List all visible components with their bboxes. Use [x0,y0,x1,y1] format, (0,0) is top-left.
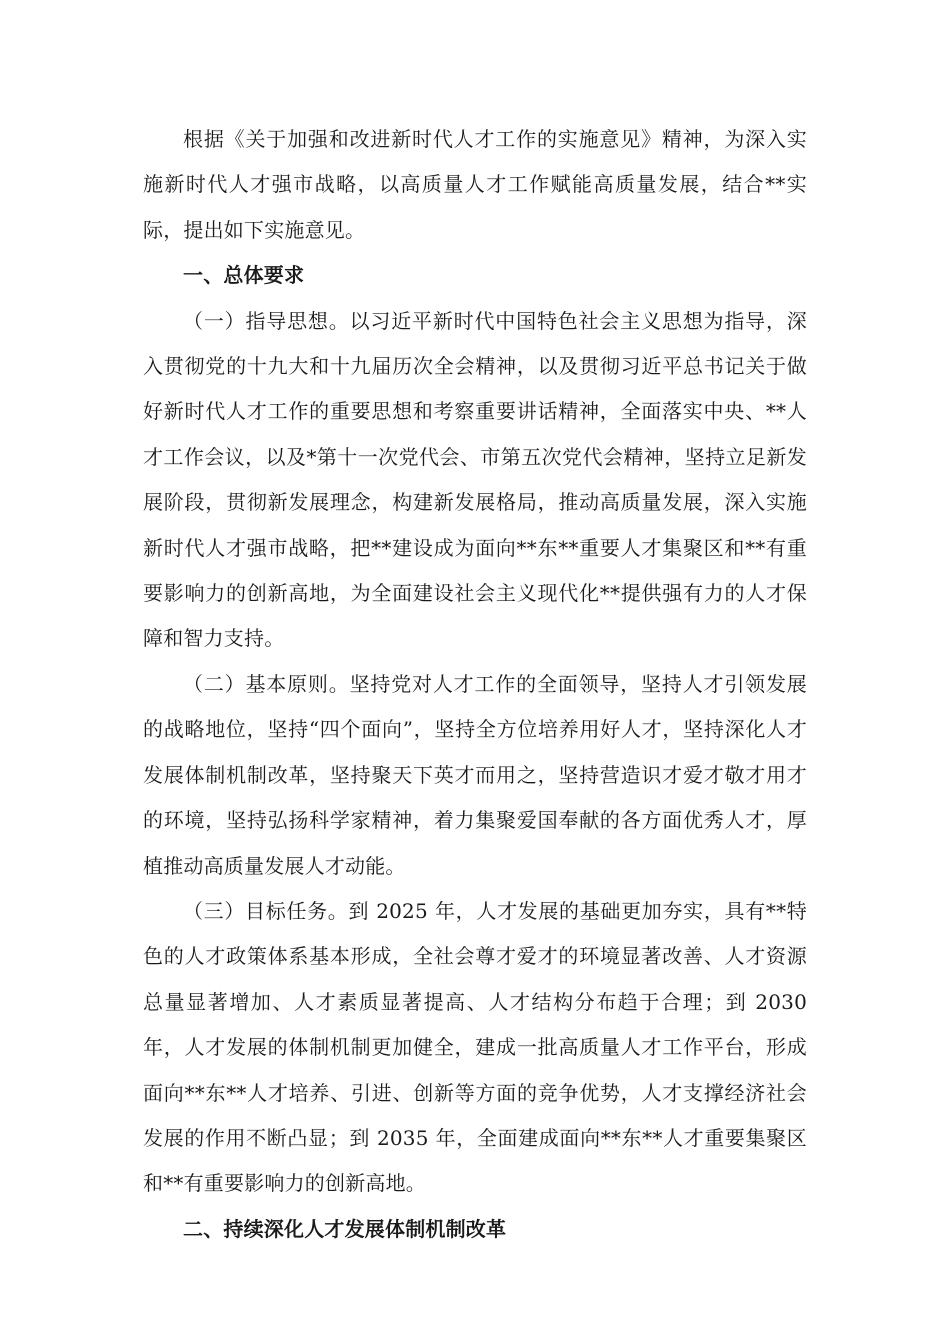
section-heading-general-requirements: 一、总体要求 [183,263,305,288]
section-heading-reform: 二、持续深化人才发展体制机制改革 [183,1216,507,1241]
intro-paragraph: 根据《关于加强和改进新时代人才工作的实施意见》精神，为深入实施新时代人才强市战略，以高质量人才工作赋能高质量发展，结合**实际，提出如下实施意见。 [143,127,807,242]
document-body [143,117,807,1252]
basic-principles-paragraph: （二）基本原则。坚持党对人才工作的全面领导，坚持人才引领发展的战略地位，坚持“四个面向”，坚持全方位培养用好人才，坚持深化人才发展体制机制改革，坚持聚天下英才而用之，坚持营造识才爱才敬才用才的环境，坚持弘扬科学家精神，着力集聚爱国奉献的各方面优秀人才，厚植推动高质量发展人才动能。 [143,671,807,878]
goals-tasks-paragraph: （三）目标任务。到 2025 年，人才发展的基础更加夯实，具有**特色的人才政策体系基本形成，全社会尊才爱才的环境显著改善、人才资源总量显著增加、人才素质显著提高、人才结构分布趋于合理；到 2030 年，人才发展的体制机制更加健全，建成一批高质量人才工作平台，形成面向**东**人才培养、引进、创新等方面的竞争优势，人才支撑经济社会发展的作用不断凸显；到 2035 年，全面建成面向**东**人才重要集聚区和**有重要影响力的创新高地。 [143,898,807,1196]
guiding-ideology-paragraph: （一）指导思想。以习近平新时代中国特色社会主义思想为指导，深入贯彻党的十九大和十九届历次全会精神，以及贯彻习近平总书记关于做好新时代人才工作的重要思想和考察重要讲话精神，全面落实中央、**人才工作会议，以及*第十一次党代会、市第五次党代会精神，坚持立足新发展阶段，贯彻新发展理念，构建新发展格局，推动高质量发展，深入实施新时代人才强市战略，把**建设成为面向**东**重要人才集聚区和**有重要影响力的创新高地，为全面建设社会主义现代化**提供强有力的人才保障和智力支持。 [143,308,807,651]
